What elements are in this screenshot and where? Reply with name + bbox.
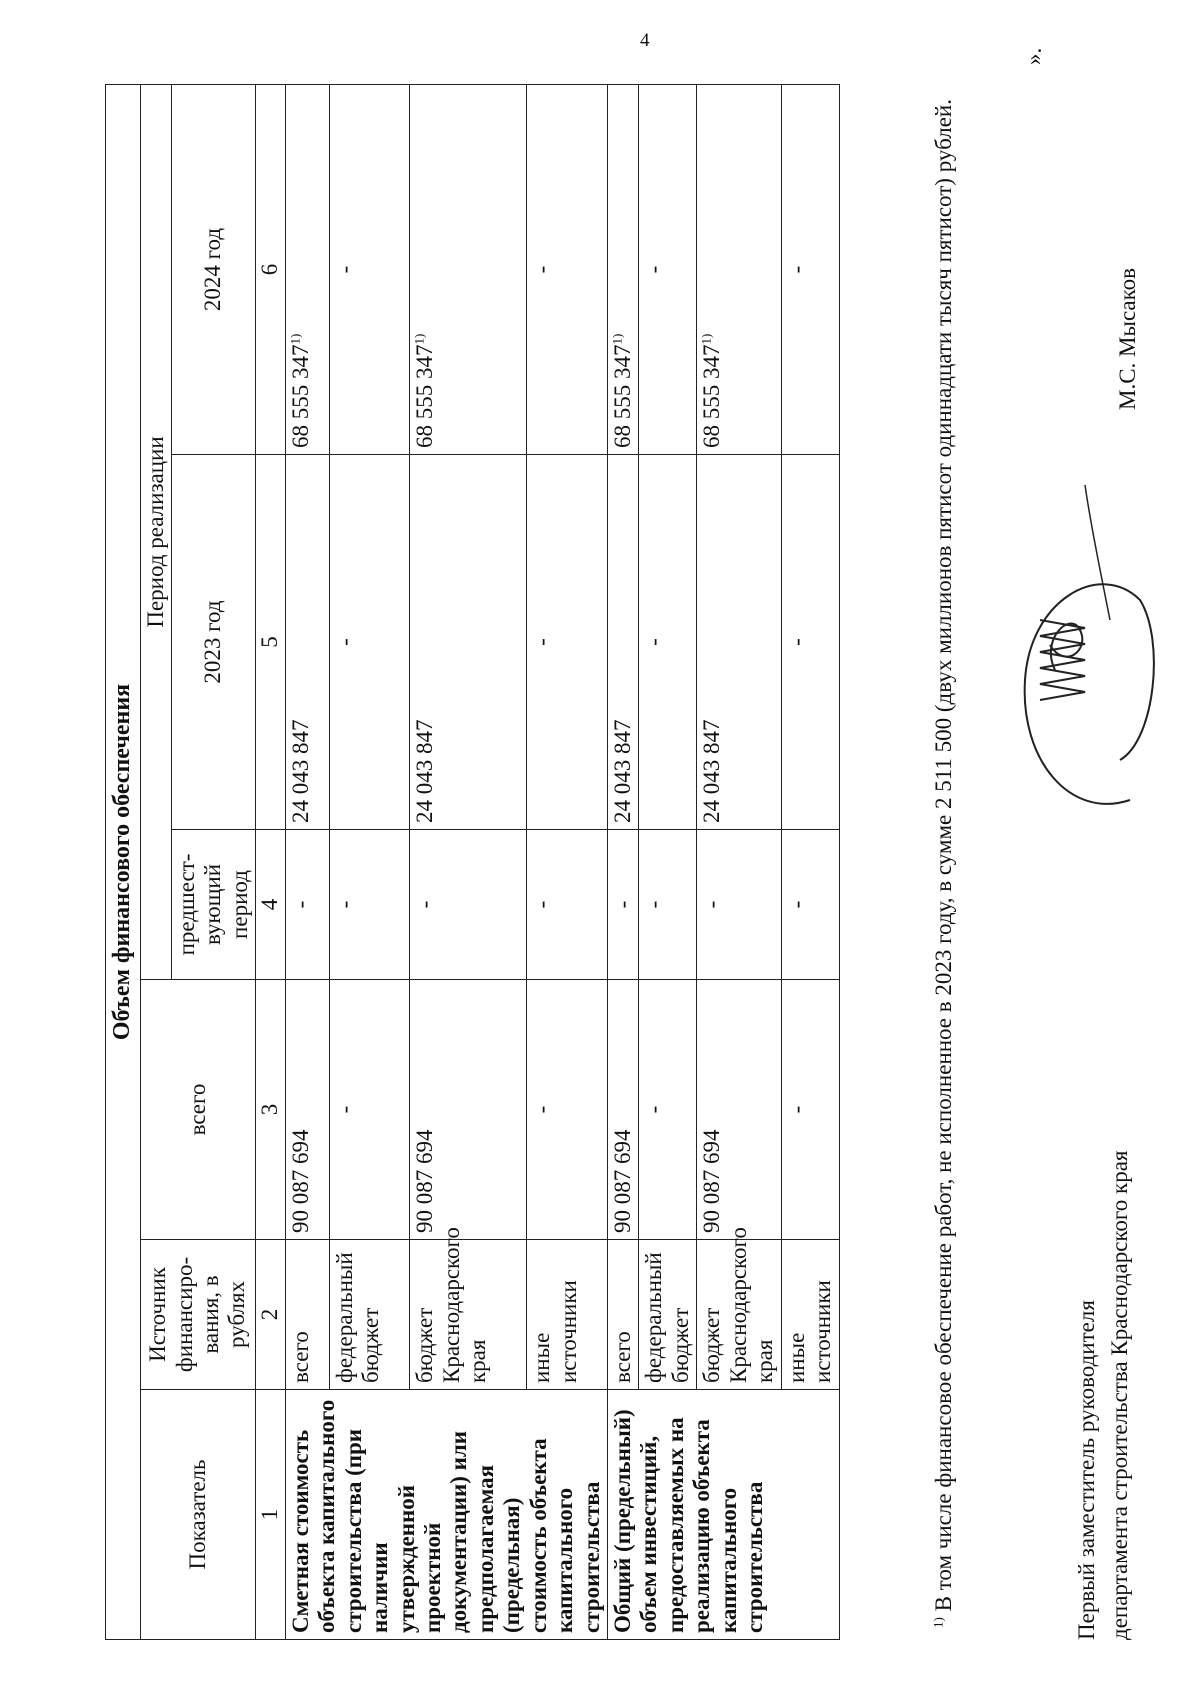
column-number: 1 [256,1390,285,1640]
column-number: 2 [256,1240,285,1390]
year-2024-cell: - [781,84,839,454]
footnote-marker: 1) [698,333,714,345]
total-cell: - [781,980,839,1240]
signer-position-line: департамента строительства Краснодарского края [1107,1150,1133,1640]
year-2024-cell [697,84,781,454]
year-2023-cell: 24 043 847 [410,455,527,830]
year-2024-cell [410,84,527,454]
year-2024-value: 68 555 347 [699,344,725,448]
previous-period-cell: - [697,830,781,980]
total-cell: - [639,980,697,1240]
footnote-text: В том числе финансовое обеспечение работ, не исполненное в 2023 году, в сумме 2 511 500 (двух миллионов пятисот одиннадцати тысяч пятисот) рублей. [931,99,956,1612]
table-caption: Объем финансового обеспечения [106,84,141,1639]
header-indicator: Показатель [140,1390,256,1640]
year-2023-cell: - [639,455,697,830]
page-number: 4 [640,30,650,51]
previous-period-cell: - [527,830,608,980]
table-row [608,84,639,1639]
source-cell: федеральный бюджет [639,1240,697,1390]
year-2024-cell: - [329,84,410,454]
previous-period-cell: - [781,830,839,980]
source-cell: бюджет Краснодарского края [410,1240,527,1390]
column-numbers-row [256,84,285,1639]
header-period: Период реализации [140,84,171,979]
table-row [285,84,329,1639]
rotated-page-content [85,40,1165,1640]
signer-position-line: Первый заместитель руководителя [1074,1300,1099,1640]
source-cell: иные источники [781,1240,839,1390]
year-2023-cell: 24 043 847 [608,455,639,830]
financing-table-block [105,85,840,1640]
year-2023-cell: - [781,455,839,830]
total-cell: 90 087 694 [285,980,329,1240]
signer-position [1070,1151,1137,1640]
column-number: 5 [256,455,285,830]
previous-period-cell: - [639,830,697,980]
source-cell: иные источники [527,1240,608,1390]
financing-table [105,84,840,1640]
column-number: 4 [256,830,285,980]
signer-name: М.С. Мысаков [1115,267,1140,410]
footnote [930,73,958,1640]
source-cell: всего [285,1240,329,1390]
header-year-2023: 2023 год [172,455,256,830]
previous-period-cell: - [410,830,527,980]
total-cell: 90 087 694 [697,980,781,1240]
total-cell: - [329,980,410,1240]
previous-period-cell: - [608,830,639,980]
previous-period-cell: - [329,830,410,980]
year-2024-cell: - [639,84,697,454]
source-cell: федеральный бюджет [329,1240,410,1390]
year-2023-cell: - [329,455,410,830]
previous-period-cell: - [285,830,329,980]
indicator-estimated-cost: Сметная стоимость объекта капитального строительства (при наличии утвержденной проектной документации) или предполагаемая (предельная) стоимость объекта капитального строительства [285,1390,607,1640]
header-total: всего [140,980,256,1240]
handwritten-signature [980,480,1165,820]
source-cell: бюджет Краснодарского края [697,1240,781,1390]
source-cell: всего [608,1240,639,1390]
header-source: Источник финансиро-вания, в рублях [140,1240,256,1390]
year-2023-cell: - [527,455,608,830]
total-cell: 90 087 694 [608,980,639,1240]
total-cell: - [527,980,608,1240]
header-year-2024: 2024 год [172,84,256,454]
indicator-total-investment: Общий (предельный) объем инвестиций, предоставляемых на реализацию объекта капитального строительства [608,1390,840,1640]
column-number: 6 [256,84,285,454]
year-2024-value: 68 555 347 [287,344,313,448]
year-2024-value: 68 555 347 [412,344,438,448]
year-2024-cell [285,84,329,454]
year-2024-value: 68 555 347 [610,344,636,448]
footnote-marker: 1) [609,333,625,345]
total-cell: 90 087 694 [410,980,527,1240]
closing-quote: ». [1021,47,1046,65]
year-2023-cell: 24 043 847 [697,455,781,830]
year-2024-cell [608,84,639,454]
year-2024-cell: - [527,84,608,454]
year-2023-cell: 24 043 847 [285,455,329,830]
footnote-marker: 1) [930,1617,946,1628]
footnote-marker: 1) [411,333,427,345]
header-previous-period: предшест-вующий период [172,830,256,980]
footnote-marker: 1) [287,333,303,345]
column-number: 3 [256,980,285,1240]
